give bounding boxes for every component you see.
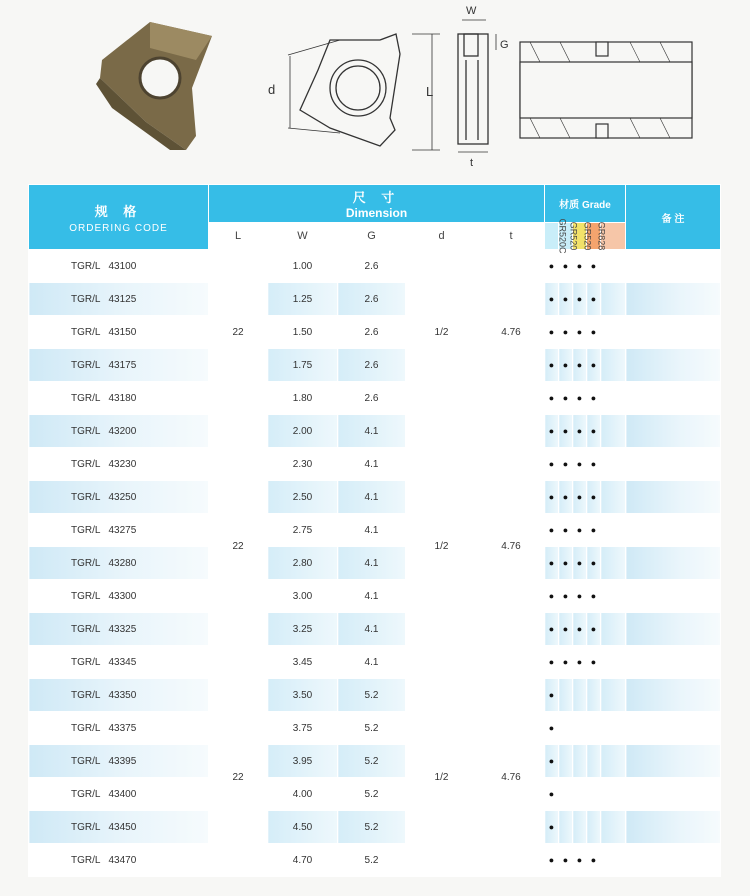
grade-dot: ● (559, 316, 573, 349)
grade-dot (587, 712, 601, 745)
note-cell (626, 448, 721, 481)
table-row (29, 415, 721, 448)
cell-G: 2.6 (338, 250, 406, 283)
ordering-code: TGR/L 43150 (29, 316, 209, 349)
product-drawings (0, 0, 750, 182)
grade-dot: ● (545, 481, 559, 514)
grade-dot: ● (559, 646, 573, 679)
cell-G: 5.2 (338, 844, 406, 877)
table-row (29, 448, 721, 481)
grade-dot: ● (587, 547, 601, 580)
grade-dot: ● (573, 448, 587, 481)
ordering-header-cn: 规 格 (94, 203, 143, 219)
note-cell (626, 745, 721, 778)
grade-header: 材质 Grade (545, 185, 626, 223)
grade-dot (573, 712, 587, 745)
note-cell (626, 679, 721, 712)
grade-dot (601, 679, 626, 712)
label-G: G (500, 39, 509, 51)
cell-W: 3.75 (268, 712, 338, 745)
grade-dot: ● (545, 712, 559, 745)
cell-G: 4.1 (338, 448, 406, 481)
grade-dot (601, 415, 626, 448)
table-row (29, 547, 721, 580)
label-t: t (470, 157, 474, 169)
grade-dot: ● (559, 415, 573, 448)
grade-dot: ● (559, 481, 573, 514)
grade-dot (601, 448, 626, 481)
ordering-code: TGR/L 43125 (29, 283, 209, 316)
cell-W: 2.00 (268, 415, 338, 448)
cell-W: 3.95 (268, 745, 338, 778)
group-3-t: 4.76 (478, 679, 545, 877)
cell-G: 4.1 (338, 613, 406, 646)
grade-dot: ● (545, 250, 559, 283)
grade-dot: ● (545, 349, 559, 382)
note-cell (626, 646, 721, 679)
ordering-code-header (29, 185, 209, 250)
cell-G: 5.2 (338, 745, 406, 778)
grade-dot (559, 712, 573, 745)
cell-W: 3.25 (268, 613, 338, 646)
ordering-code: TGR/L 43470 (29, 844, 209, 877)
cell-G: 4.1 (338, 580, 406, 613)
note-cell (626, 349, 721, 382)
note-cell (626, 283, 721, 316)
cell-W: 2.50 (268, 481, 338, 514)
grade-dot: ● (545, 745, 559, 778)
grade-dot (559, 679, 573, 712)
note-cell (626, 547, 721, 580)
grade-dot: ● (545, 613, 559, 646)
grade-dot: ● (559, 283, 573, 316)
grade-dot: ● (559, 844, 573, 877)
grade-col-3: GR520 (573, 222, 587, 249)
note-cell (626, 415, 721, 448)
grade-dot: ● (545, 415, 559, 448)
grade-dot: ● (573, 580, 587, 613)
cell-W: 4.00 (268, 778, 338, 811)
grade-dot (559, 745, 573, 778)
sub-header-t: t (478, 222, 545, 249)
grade-dot: ● (545, 844, 559, 877)
table-row (29, 580, 721, 613)
insert-photo (96, 22, 212, 150)
table-row (29, 646, 721, 679)
ordering-code: TGR/L 43275 (29, 514, 209, 547)
grade-dot: ● (559, 547, 573, 580)
grade-dot (573, 679, 587, 712)
grade-dot: ● (559, 613, 573, 646)
grade-dot: ● (587, 844, 601, 877)
dimension-header-en: Dimension (345, 205, 408, 220)
grade-dot (601, 745, 626, 778)
cell-G: 2.6 (338, 382, 406, 415)
grade-dot (587, 778, 601, 811)
cell-W: 3.50 (268, 679, 338, 712)
grade-dot (601, 547, 626, 580)
ordering-code: TGR/L 43175 (29, 349, 209, 382)
grade-dot: ● (587, 514, 601, 547)
grade-dot (601, 481, 626, 514)
table-row (29, 778, 721, 811)
cell-W: 4.50 (268, 811, 338, 844)
note-header: 备 注 (626, 185, 721, 250)
table-row (29, 283, 721, 316)
note-cell (626, 778, 721, 811)
table-row (29, 382, 721, 415)
grade-dot: ● (573, 646, 587, 679)
note-cell (626, 514, 721, 547)
label-L: L (426, 84, 434, 99)
grade-dot: ● (573, 415, 587, 448)
cell-W: 4.70 (268, 844, 338, 877)
grade-dot (601, 844, 626, 877)
grade-dot (573, 745, 587, 778)
grade-col-2: GR520 (559, 222, 573, 249)
grade-dot (559, 778, 573, 811)
grade-dot: ● (587, 580, 601, 613)
cell-W: 1.75 (268, 349, 338, 382)
grade-dot: ● (545, 580, 559, 613)
grade-dot: ● (545, 811, 559, 844)
grade-dot: ● (587, 646, 601, 679)
note-cell (626, 613, 721, 646)
label-W: W (466, 5, 477, 17)
cell-G: 2.6 (338, 349, 406, 382)
sub-header-G: G (338, 222, 406, 249)
cell-G: 4.1 (338, 547, 406, 580)
grade-dot (601, 250, 626, 283)
grade-dot: ● (559, 514, 573, 547)
grade-dot: ● (587, 349, 601, 382)
cell-W: 2.80 (268, 547, 338, 580)
table-row (29, 844, 721, 877)
grade-dot (601, 712, 626, 745)
note-cell (626, 844, 721, 877)
grade-dot (601, 514, 626, 547)
group-2-t: 4.76 (478, 415, 545, 679)
group-1-d: 1/2 (406, 250, 478, 415)
ordering-code: TGR/L 43350 (29, 679, 209, 712)
grade-dot: ● (587, 382, 601, 415)
ordering-code: TGR/L 43100 (29, 250, 209, 283)
ordering-code: TGR/L 43250 (29, 481, 209, 514)
group-3-d: 1/2 (406, 679, 478, 877)
grade-dot: ● (573, 613, 587, 646)
cell-G: 4.1 (338, 415, 406, 448)
table-row (29, 349, 721, 382)
cell-G: 5.2 (338, 712, 406, 745)
front-view-drawing (288, 34, 440, 150)
table-row (29, 250, 721, 283)
grade-dot: ● (545, 778, 559, 811)
grade-dot (573, 778, 587, 811)
table-row (29, 316, 721, 349)
product-table (28, 184, 721, 877)
ordering-code: TGR/L 43200 (29, 415, 209, 448)
grade-dot (601, 349, 626, 382)
group-1-L: 22 (209, 250, 268, 415)
grade-dot: ● (573, 316, 587, 349)
table-row (29, 745, 721, 778)
side-view-drawing (458, 20, 496, 152)
cell-W: 1.00 (268, 250, 338, 283)
grade-dot: ● (559, 448, 573, 481)
technical-drawing (0, 0, 750, 182)
grade-dot: ● (573, 547, 587, 580)
cell-G: 2.6 (338, 283, 406, 316)
note-cell (626, 811, 721, 844)
grade-dot: ● (573, 250, 587, 283)
ordering-code: TGR/L 43230 (29, 448, 209, 481)
table-row (29, 811, 721, 844)
note-cell (626, 712, 721, 745)
grade-dot: ● (559, 580, 573, 613)
table-row (29, 514, 721, 547)
grade-dot: ● (545, 679, 559, 712)
grade-dot: ● (573, 283, 587, 316)
ordering-code: TGR/L 43450 (29, 811, 209, 844)
ordering-code: TGR/L 43345 (29, 646, 209, 679)
note-cell (626, 250, 721, 283)
group-2-L: 22 (209, 415, 268, 679)
grade-dot (587, 745, 601, 778)
table-row (29, 712, 721, 745)
ordering-code: TGR/L 43395 (29, 745, 209, 778)
grade-dot (573, 811, 587, 844)
grade-dot (587, 811, 601, 844)
grade-col-1: GR520C (545, 222, 559, 249)
grade-dot (559, 811, 573, 844)
cell-W: 1.50 (268, 316, 338, 349)
dimension-header (209, 185, 545, 223)
label-d: d (268, 82, 276, 97)
table-row (29, 613, 721, 646)
group-3-L: 22 (209, 679, 268, 877)
cell-G: 5.2 (338, 778, 406, 811)
note-cell (626, 316, 721, 349)
grade-dot: ● (587, 481, 601, 514)
grade-dot: ● (587, 613, 601, 646)
note-cell (626, 580, 721, 613)
grade-dot: ● (545, 283, 559, 316)
ordering-code: TGR/L 43180 (29, 382, 209, 415)
grade-dot: ● (559, 349, 573, 382)
grade-dot (601, 811, 626, 844)
grade-dot: ● (573, 349, 587, 382)
grade-dot: ● (545, 514, 559, 547)
grade-dot: ● (545, 382, 559, 415)
section-view-drawing (520, 42, 692, 138)
ordering-code: TGR/L 43375 (29, 712, 209, 745)
cell-G: 4.1 (338, 514, 406, 547)
ordering-code: TGR/L 43300 (29, 580, 209, 613)
cell-G: 4.1 (338, 646, 406, 679)
grade-dot: ● (587, 448, 601, 481)
grade-dot: ● (573, 481, 587, 514)
grade-dot: ● (573, 844, 587, 877)
grade-dot (601, 283, 626, 316)
cell-G: 4.1 (338, 481, 406, 514)
cell-G: 5.2 (338, 679, 406, 712)
grade-dot (601, 613, 626, 646)
grade-dot: ● (587, 316, 601, 349)
cell-G: 2.6 (338, 316, 406, 349)
grade-dot: ● (545, 316, 559, 349)
ordering-code: TGR/L 43325 (29, 613, 209, 646)
grade-dot: ● (545, 646, 559, 679)
sub-header-W: W (268, 222, 338, 249)
cell-G: 5.2 (338, 811, 406, 844)
grade-dot: ● (573, 514, 587, 547)
grade-dot (587, 679, 601, 712)
cell-W: 2.75 (268, 514, 338, 547)
grade-dot: ● (545, 448, 559, 481)
grade-dot: ● (587, 250, 601, 283)
table-row (29, 679, 721, 712)
table-row (29, 481, 721, 514)
grade-dot: ● (559, 250, 573, 283)
cell-W: 1.25 (268, 283, 338, 316)
grade-dot: ● (545, 547, 559, 580)
ordering-code: TGR/L 43280 (29, 547, 209, 580)
grade-dot (601, 382, 626, 415)
cell-W: 2.30 (268, 448, 338, 481)
grade-dot (601, 778, 626, 811)
grade-dot (601, 646, 626, 679)
grade-col-4: GR828 (587, 222, 601, 249)
cell-W: 3.45 (268, 646, 338, 679)
cell-W: 1.80 (268, 382, 338, 415)
ordering-header-en: ORDERING CODE (69, 222, 168, 234)
cell-W: 3.00 (268, 580, 338, 613)
grade-dot: ● (587, 283, 601, 316)
sub-header-d: d (406, 222, 478, 249)
grade-dot: ● (559, 382, 573, 415)
dimension-header-cn: 尺 寸 (352, 189, 401, 205)
group-2-d: 1/2 (406, 415, 478, 679)
grade-dot (601, 316, 626, 349)
ordering-code: TGR/L 43400 (29, 778, 209, 811)
note-cell (626, 382, 721, 415)
note-cell (626, 481, 721, 514)
grade-dot (601, 580, 626, 613)
grade-dot: ● (573, 382, 587, 415)
grade-dot: ● (587, 415, 601, 448)
group-1-t: 4.76 (478, 250, 545, 415)
sub-header-L: L (209, 222, 268, 249)
